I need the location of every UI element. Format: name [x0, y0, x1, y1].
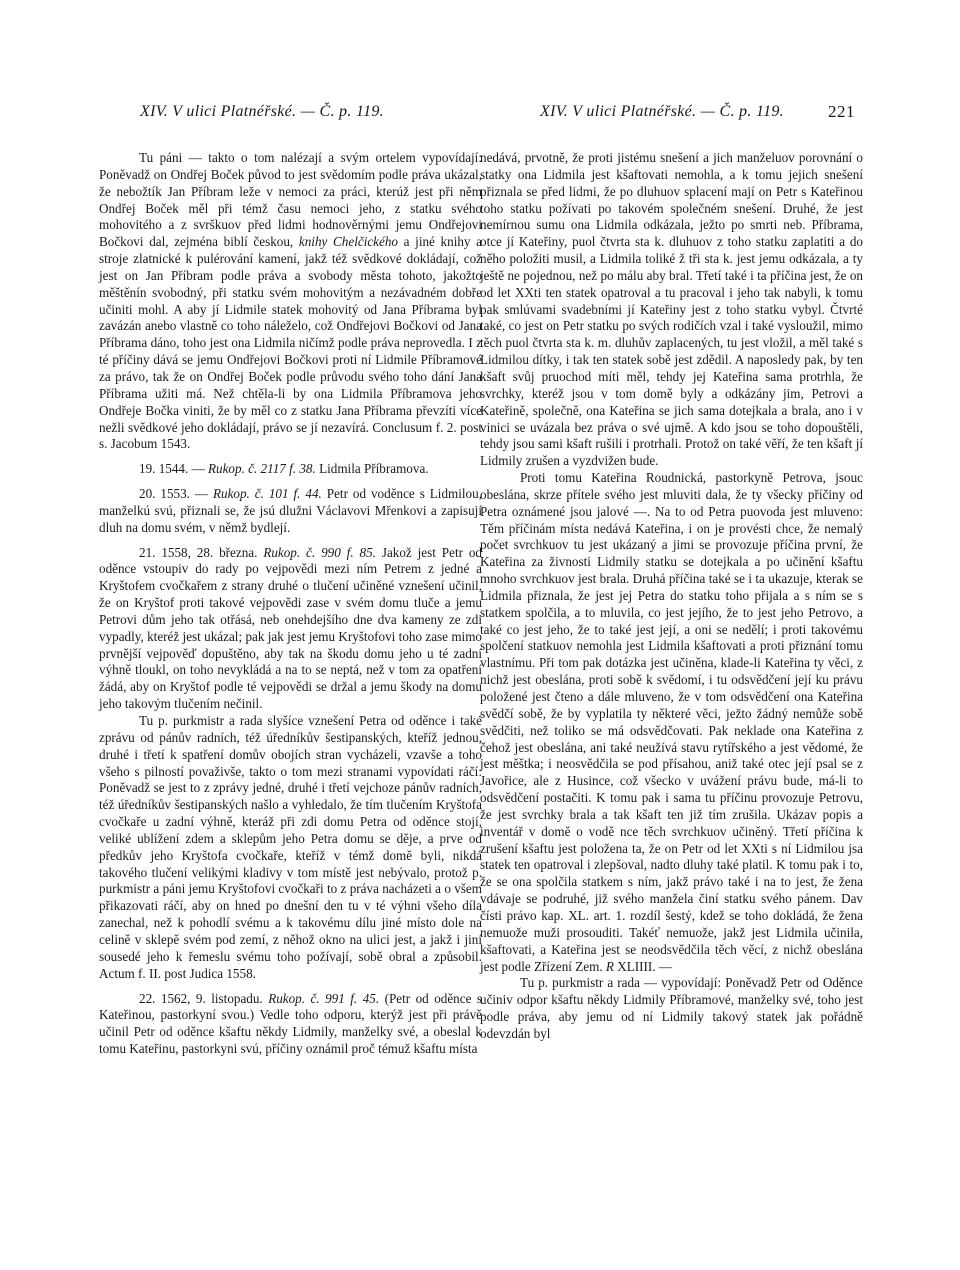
entry-21-source: Rukop. č. 990 f. 85.: [263, 544, 376, 560]
italic-book-title: knihy Chelčického: [298, 234, 398, 250]
entry-19-date: 19. 1544. —: [139, 461, 205, 477]
paragraph-continuation: nedává, prvotně, že proti jistému snešení a jich manželuov porovnání o statky ona Lidmila jest kšaftovati nemohla, a k tomu jejich snešení přiznala se před lidmi, že po dluhuov splacení mají on Petr s Kateřinou toho statku požívati po takovém společném snešení. Druhé, že jest nemírnou sumu ona Lidmila odkázala, ježto po smrti neb. Příbrama, otce jí Kateřiny, puol čtvrta sta k. dluhuov z toho statku zaplatiti a do něho položiti musil, a Lidmila toliké ž tři sta k. jest jemu odkázala, a ty ještě ne pojednou, než po málu aby bral. Třetí také i ta příčina jest, že on od let XXti ten statek opatroval a tu pracoval i jeho tak nabyli, k tomu pak smlúvami svadebními jí Kateřiny jest z toho statku vybyl. Čtvrté také, co jest on Petr statku po svých rodičích vzal i také vysloužil, mimo těch puol čtvrta sta k. m. dluhův zaplacených, tu jest vložil, a měl také s Lidmilou dítky, i tak ten statek sobě jest zdědil. A naposledy pak, by ten kšaft svůj pruochod míti měl, tehdy jej Kateřina sama protrhla, že svrchky, kteréž jsou v tom domě byly a odkázány jim, Petrovi a Kateřině, společně, ona Kateřina se jich sama dotejkala a brala, ano i v vinici se uvázala bez práva o své ujmě. A kdo jsou se toho dopouštěli, tehdy jsou sami kšaft rušili i protrhali. Protož on také věří, že ten kšaft jí Lidmily zrušen a vyzdvižen bude.: [480, 150, 863, 469]
entry-19: [99, 461, 482, 478]
page-number: 221: [828, 102, 855, 121]
entry-21-text: Jakož jest Petr od oděnce vstoupiv do rady po vejpovědi mezi ním Petrem z jedné a Kryštofem cvočkařem z strany druhé o tlučení učiněné vznešení učinil, že on Kryštof proti takové vejpovědi zase v svém domu tluče a jemu Petrovi dům jeho tak otřásá, neb onehdejšího dne dva kameny ze zdi vypadly, kteréž jest ukázal; pak jak jest jemu Kryštofovi toho zase mimo prvnější vejpověď dopuštěno, aby tak na škodu domu jeho u té zadní výhně tloukl, on toho nevykládá a na to se neptá, než v tom za opatření žádá, aby on Kryštof podle té vejpovědi se držal a jemu škody na domu jeho takovým tlučením nečinil.: [99, 544, 482, 712]
running-header-left: XIV. V ulici Platnéřské. — Č. p. 119.: [140, 103, 384, 120]
entry-20-source: Rukop. č. 101 f. 44.: [212, 486, 322, 502]
paragraph-ruling: Tu p. purkmistr a rada — vypovídají: Poněvadž Petr od Oděnce učiniv odpor kšaftu někdy Lidmily Příbramové, manželky své, toho jest podle práva, aby jemu od ní Lidmily takový statek jak pořádně odevzdán byl: [480, 975, 863, 1041]
paragraph-reply: [480, 470, 863, 975]
entry-22-text: (Petr od oděnce s Kateřinou, pastorkyní svou.) Vedle toho odporu, kterýž jest při právě učinil Petr od oděnce kšaftu někdy Lidmily, manželky své, a obeslal k tomu Kateřinu, pastorkyni svú, příčiny oznámil proč témuž kšaftu místa: [99, 990, 482, 1057]
entry-21-date: 21. 1558, 28. března.: [139, 544, 258, 560]
entry-20-text: Petr od voděnce s Lidmilou, manželkú svú, přiznali se, že jsú dlužni Václavovi Mřenkovi a zapisují dluh na domu svém, v němž bydlejí.: [99, 486, 482, 535]
paragraph-purkmistr: Tu p. purkmistr a rada slyšíce vznešení Petra od oděnce i také zprávu od pánův radních, též úředníkův šestipanských, kteříž jednou, druhé i třetí k spatření domův obojích stran vycházeli, vzavše a toho všeho s pilností považivše, takto o tom mezi stranami vypovídati ráčí: Poněvadž se jest to z zprávy jedné, druhé i třetí vejchoze pánův radních, též úředníkův šestipanských našlo a vyhledalo, že tím tlučením Kryštofa cvočkaře u zadní výhně, kteráž při zdi domu Petra od oděnce stojí, veliké ublížení zdem a sklepům jeho Petra domu se děje, a prve od předkův jeho Kryštofa cvočkaře, kteříž v témž domě byli, nikdá takového tlučení velikými kladivy v tom místě jest nebývalo, protož p. purkmistr a páni jemu Kryštofovi cvočkaři to z práva nacházeti a o všem přikazovati ráčí, aby on hned po dnešní den tu v té výhni všeho díla zanechal, než k pohodlí svému a k takovému dílu jiné místo dole na celině v sklepě svém pod zemí, z něhož okno na ulici jest, a jakž i jiní sousedé jeho k řemeslu svému toho požívají, sobě obral a způsobil. Actum f. II. post Judica 1558.: [99, 713, 482, 981]
italic-letter: R: [605, 958, 614, 974]
left-column: [99, 150, 482, 1058]
entry-22-source: Rukop. č. 991 f. 45.: [268, 990, 380, 1006]
entry-19-source: Rukop. č. 2117 f. 38.: [208, 461, 316, 477]
entry-20-date: 20. 1553. —: [139, 486, 209, 502]
verdict-text: Tu páni — takto o tom nalézají a svým ortelem vypovídají: Poněvadž on Ondřej Boček původ to jest svědomím podle práva ukázal, že nebožtík Jan Příbram leže v nemoci za práci, kterúž jest při něm Ondřej Boček měl při témž času nemoci jeho, z statku svého mohovitého a z svrškuov před lidmi hodnověrnými jemu Ondřejovi Bočkovi dal, zejména biblí českou,: [99, 150, 482, 250]
right-column: [480, 150, 863, 1043]
running-header-right: XIV. V ulici Platnéřské. — Č. p. 119.: [540, 103, 784, 120]
entry-22: [99, 991, 482, 1058]
entry-20: [99, 486, 482, 537]
entry-22-date: 22. 1562, 9. listopadu.: [139, 990, 263, 1006]
entry-19-text: Lidmila Příbramova.: [319, 461, 429, 477]
entry-21: [99, 545, 482, 713]
reply-text: Proti tomu Kateřina Roudnická, pastorkyně Petrova, jsouc obeslána, skrze přítele svého jest mluviti dala, že ty všecky příčiny od Petra oznámené jsou jalové —. Na to od Petra puovoda jest mluveno: Těm příčinám místa nedává Kateřina, i on je provésti chce, že nemalý počet svrchkuov tu jest ukázaný a jimi se provozuje příčina první, že Kateřina za živnosti Lidmily statku se dotejkala a po učinění kšaftu mnoho svrchkuov jest brala. Druhá příčina také se i ta ukazuje, kterak se Lidmila přiznala, že jest jej Petra do statku toho přijala a s ním se s statkem spolčila, a to mluvila, co jest jejího, že to jest jeho Petrovo, a také co jest jeho, že to také jest její, a oni se nedělí; i proti takovému spolčení statkuov nemohla jest Lidmila kšaftovati a proti přiznání tomu vlastnímu. Při tom pak dotázka jest učiněna, klade-li Kateřina ty věci, z nichž jest obeslána, proti sobě k svědomí, i tu odsvědčení její ku právu položené jest čteno a dále mluveno, že v tom odsvědčení ona Kateřina svědčí sobě, že by vyplatila ty některé věci, ježto žádný nemůže sobě svědčiti, než toliko se má odsvědčovati. Pak neklade ona Kateřina z čehož jest obeslána, ani také neužívá stavu rytířského a jest vědomé, že jest měštka; i neosvědčila se pod přísahou, aniž také otec její psal se z Javořice, ale z Husince, což všecko v uvážení právu bude, má-li to odsvědčení postačiti. K tomu pak i sama tu příčinu provozuje Petrovu, že jest svrchky brala a tak kšaft ten již tím zrušila. Ukázav popis a inventář v domě o vodě nce těch svrchkuov učiněný. Třetí příčina k zrušení kšaftu jest položena ta, že on Petr od let XXti s ní Lidmilou jsa statek ten opatroval i zlepšoval, nadto dluhy také platil. K tomu pak i to, že se ona spolčila statkem s ním, jakž právo také i na to jest, že žena vdávaje se podruhé, již svého manžela činí statku svého pánem. Dav čísti právo kap. XL. art. 1. rozdíl šestý, kdež se toho dokládá, že žena nemuože muži prosouditi. Takéť nemuože, jakž jest Lidmila učinila, kšaftovati, a Kateřina jest se neodsvědčila těch věcí, z nichž obeslána jest podle Zřízení Zem.: [480, 470, 863, 974]
paragraph-verdict: [99, 150, 482, 453]
reply-text-cont: XLIIII. —: [617, 958, 672, 974]
verdict-text-cont: a jiné knihy a stroje zlatnické k pulérování kamení, jakž též svědkové dokládají, což jest on Jan Příbram podle práva a svobody města tohoto, jakožto měštěnín svobodný, při statku svém mohovitým a nezávadném dobře učiniti mohl. A aby jí Lidmile statek mohovitý od Jana Příbrama byl zavázán anebo vlastně co toho náleželo, což Ondřejovi Bočkovi od Jana Příbrama dáno, toho jest ona Lidmila ničímž podle práva neprovedla. I z té příčiny dává se jemu Ondřejovi Bočkovi proti ní Lidmile Příbramové za právo, tak že on Ondřej Boček podle průvodu svého toho dání Jana Příbrama užiti má. Než chtěla-li by ona Lidmila Příbramova jeho Ondřeje Bočka viniti, že by měl co z statku Jana Příbrama převzíti více nežli svědkové jeho dokládají, právo se jí nezavírá. Conclusum f. 2. post s. Jacobum 1543.: [99, 234, 482, 452]
